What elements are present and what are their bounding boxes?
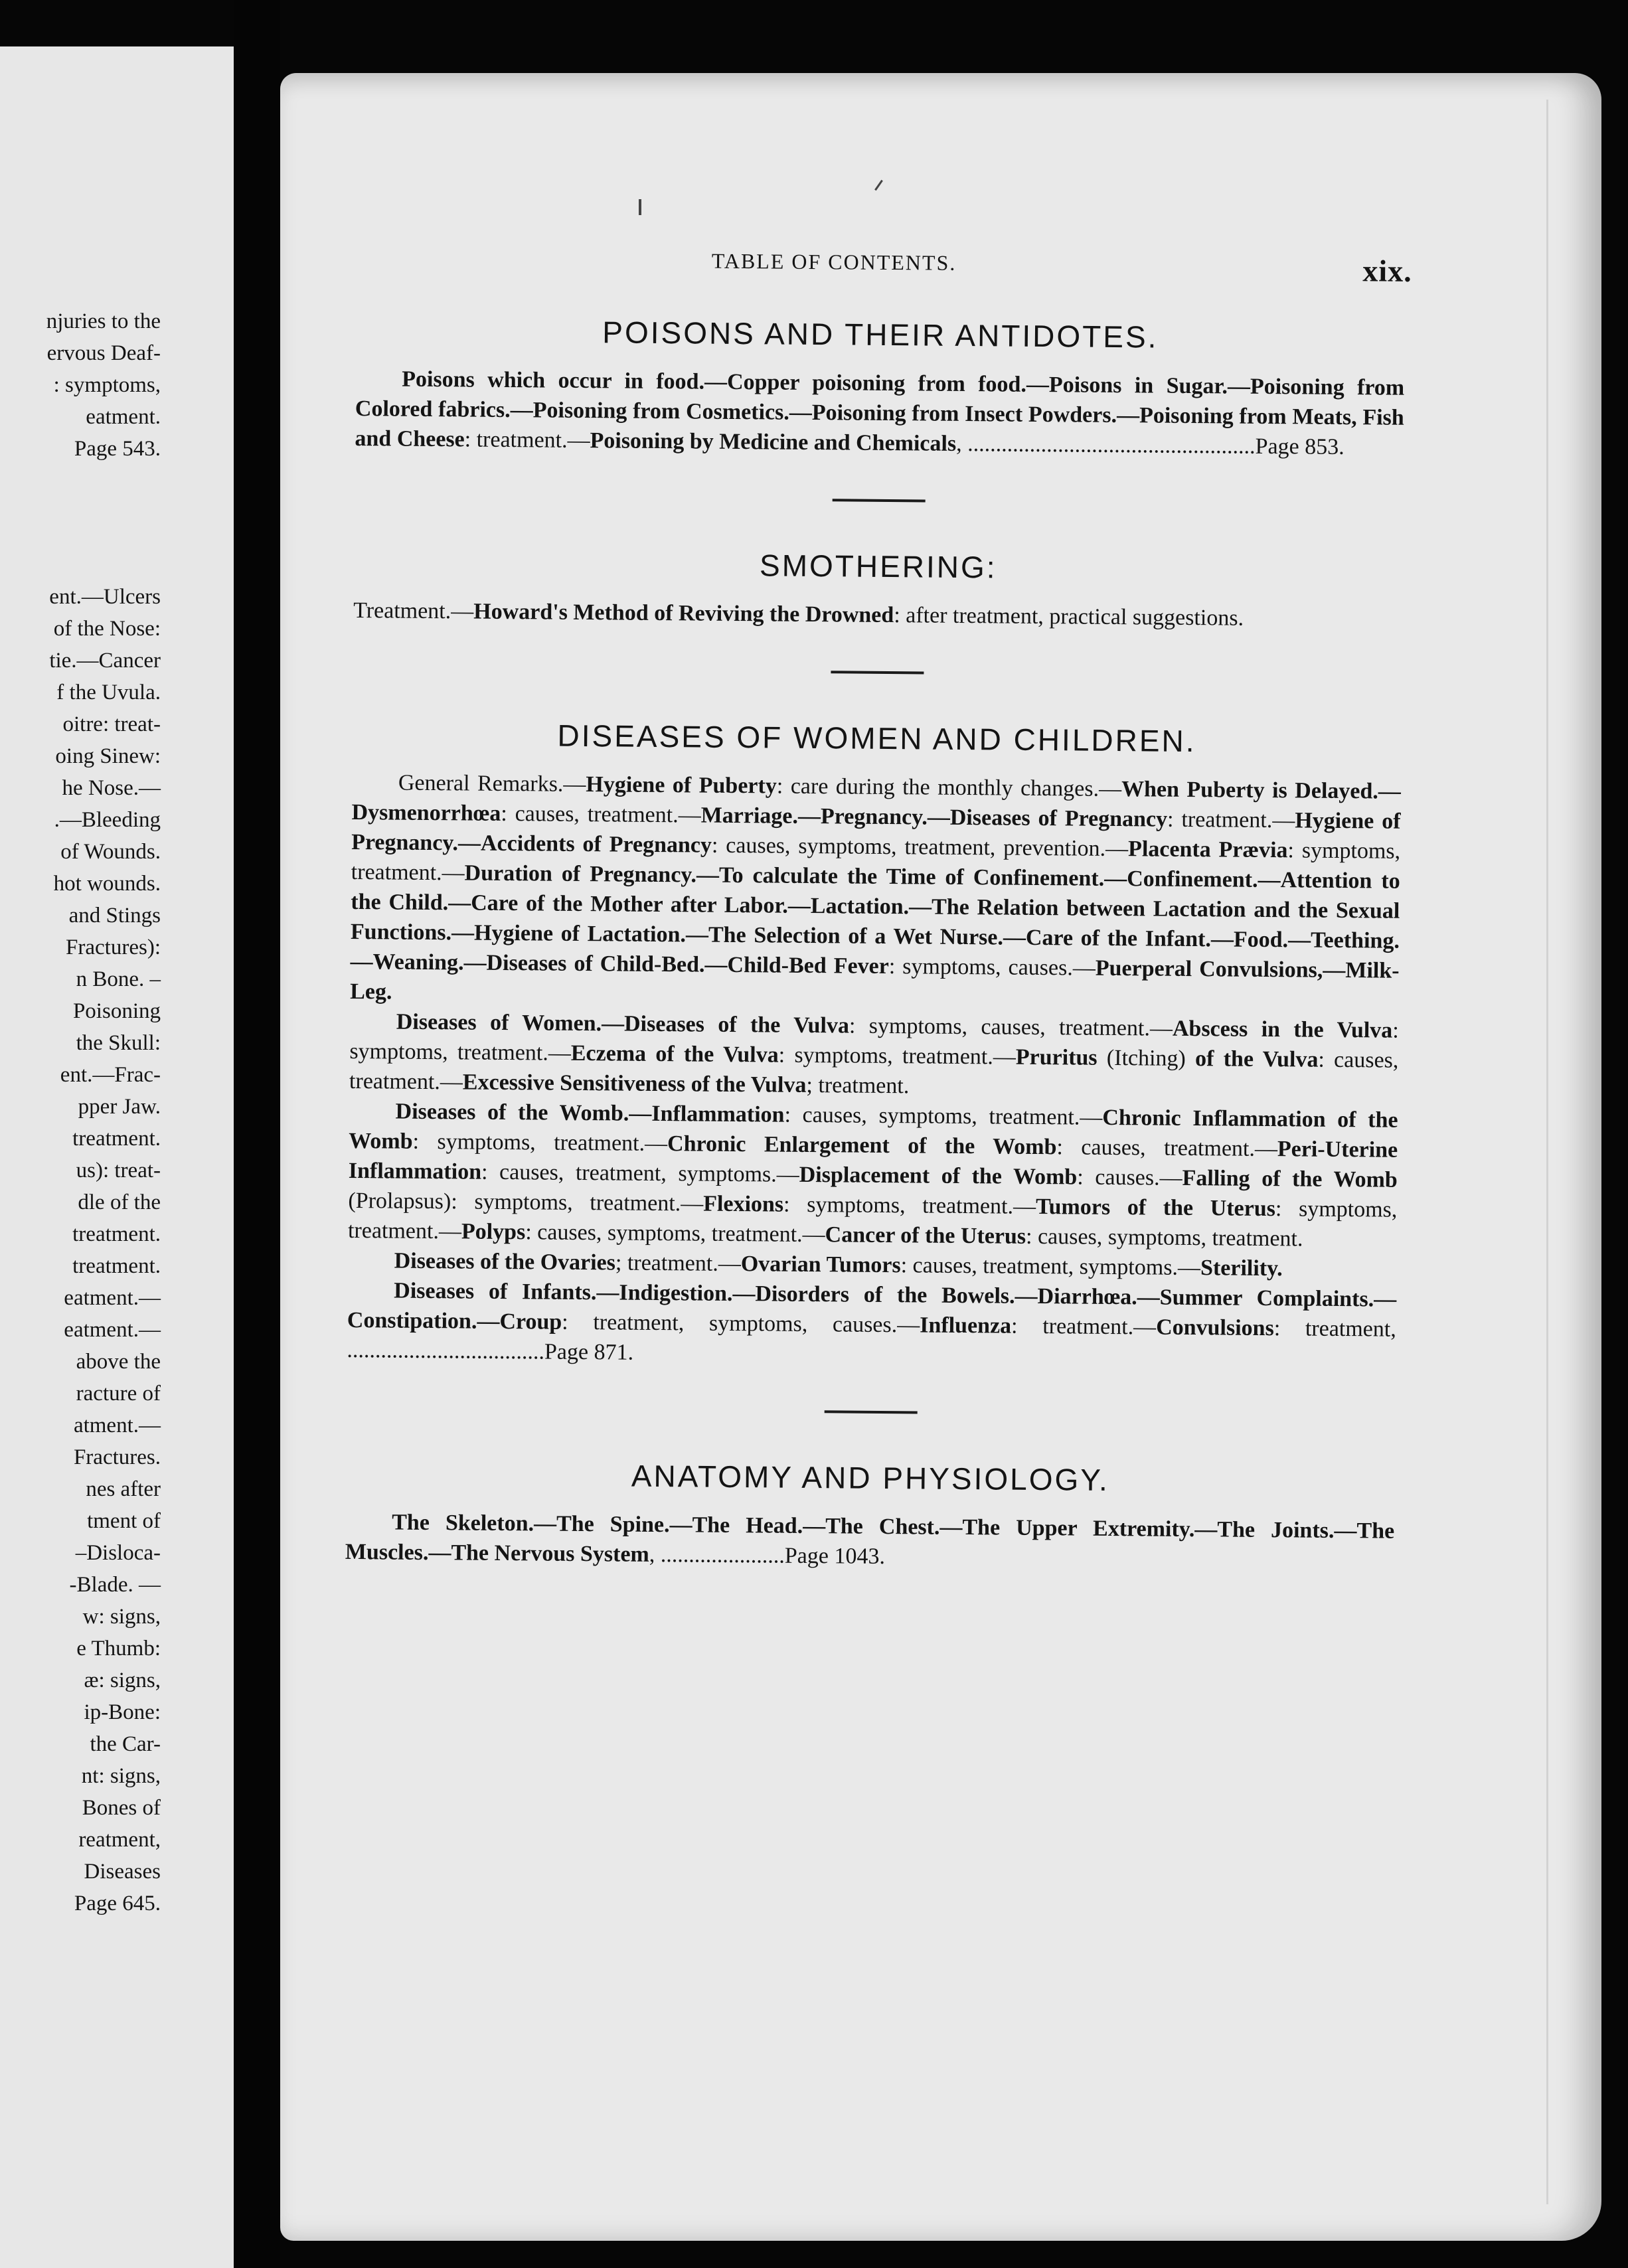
- facing-page-line: dle of the: [78, 1190, 161, 1214]
- facing-page-line: and Stings: [68, 904, 161, 928]
- section-title: DISEASES OF WOMEN AND CHILDREN.: [557, 718, 1196, 759]
- section-entry: Diseases of the Ovaries; treatment.—Ovarian Tumors: causes, treatment, symptoms.—Sterility.: [394, 1248, 1283, 1281]
- facing-page-line: –Disloca-: [75, 1541, 161, 1565]
- running-title: TABLE OF CONTENTS.: [711, 248, 957, 275]
- facing-page-line: Poisoning: [72, 999, 161, 1023]
- facing-page-line: .—Bleeding: [54, 808, 161, 832]
- section-smothering: [353, 544, 1403, 635]
- section-entry: Diseases of Women.—Diseases of the Vulva: symptoms, causes, treatment.—Abscess in the Vulva: symptoms, treatment.—Eczema of the Vulva: symptoms, treatment.—Pruritus (Itching) of the Vulva: causes, treatment.—Excessive Sensitiveness of the Vulva; treatment.: [349, 1009, 1399, 1099]
- section-women-children: [347, 716, 1401, 1374]
- facing-page-line: f the Uvula.: [56, 681, 161, 704]
- facing-page-line: ip-Bone:: [84, 1700, 161, 1724]
- facing-page-line: : symptoms,: [53, 373, 161, 397]
- entry-text: Poisons which occur in food.—Copper poisoning from food.—Poisons in Sugar.—Poisoning from Colored fabrics.—Poisoning from Cosmetics.—Poisoning from Insect Powders.—Poisoning from Meats, Fish and Cheese: treatment.—Poisoning by Medicine and Chemicals,: [355, 366, 1405, 456]
- facing-page-line: treatment.: [72, 1254, 161, 1278]
- facing-page-line: Bones of: [82, 1796, 161, 1820]
- facing-page-line: us): treat-: [76, 1159, 161, 1182]
- facing-page-line: pper Jaw.: [78, 1095, 161, 1119]
- facing-page-line: nt: signs,: [81, 1764, 161, 1788]
- facing-page-line: the Car-: [90, 1732, 161, 1756]
- facing-page-line: Page 645.: [74, 1892, 161, 1915]
- facing-page-line: n Bone. –: [76, 967, 161, 991]
- facing-page-line: -Blade. —: [69, 1573, 161, 1597]
- facing-page-line: nes after: [86, 1477, 161, 1501]
- facing-page-line: tie.—Cancer: [49, 649, 161, 673]
- section-entry: General Remarks.—Hygiene of Puberty: care during the monthly changes.—When Puberty is Delayed.—Dysmenorrhœa: causes, treatment.—Marriage.—Pregnancy.—Diseases of Pregnancy: treatment.—Hygiene of Pregnancy.—Accidents of Pregnancy: causes, symptoms, treatment, prevention.—Placenta Prævia: symptoms, treatment.—Duration of Pregnancy.—To calculate the Time of Confinement.—Confinement.—Attention to the Child.—Care of the Mother after Labor.—Lactation.—The Relation between Lactation and the Sexual Functions.—Hygiene of Lactation.—The Selection of a Wet Nurse.—Care of the Infant.—Food.—Teething.—Weaning.—Diseases of Child-Bed.—Child-Bed Fever: symptoms, causes.—Puerperal Convulsions,—Milk-Leg.: [350, 770, 1402, 1005]
- facing-page-line: Diseases: [84, 1860, 161, 1884]
- page-speck: [874, 180, 883, 191]
- section-entry: Diseases of the Womb.—Inflammation: causes, symptoms, treatment.—Chronic Inflammation of the Womb: symptoms, treatment.—Chronic Enlargement of the Womb: causes, treatment.—Peri-Uterine Inflammation: causes, treatment, symptoms.—Displacement of the Womb: causes.—Falling of the Womb (Prolapsus): symptoms, treatment.—Flexions: symptoms, treatment.—Tumors of the Uterus: symptoms, treatment.—Polyps: causes, symptoms, treatment.—Cancer of the Uterus: causes, symptoms, treatment.: [347, 1099, 1398, 1252]
- facing-page-line: w: signs,: [82, 1605, 161, 1629]
- facing-page-line: the Skull:: [76, 1031, 161, 1055]
- facing-page-line: njuries to the: [46, 309, 161, 333]
- section-anatomy: [345, 1455, 1395, 1576]
- section-divider: [833, 499, 926, 502]
- facing-page-line: ervous Deaf-: [46, 341, 161, 365]
- section-entry: [355, 364, 1404, 463]
- section-title: ANATOMY AND PHYSIOLOGY.: [631, 1458, 1110, 1497]
- facing-page-line: tment of: [87, 1509, 161, 1533]
- book-page: [280, 73, 1601, 2241]
- facing-page-line: ent.—Frac-: [60, 1063, 161, 1087]
- section-divider: [831, 671, 924, 674]
- facing-page-line: ent.—Ulcers: [49, 585, 161, 609]
- section-title: SMOTHERING:: [759, 548, 997, 585]
- entry-text: The Skeleton.—The Spine.—The Head.—The Chest.—The Upper Extremity.—The Joints.—The Muscles.—The Nervous System,: [345, 1510, 1395, 1567]
- facing-page-line: eatment.—: [64, 1286, 161, 1310]
- facing-page-line: Page 543.: [74, 437, 161, 461]
- section-poisons: [355, 312, 1405, 463]
- facing-page-gap: [0, 465, 161, 581]
- book-gutter: [234, 0, 280, 2268]
- section-entry: [347, 1275, 1396, 1374]
- facing-page-line: atment.—: [73, 1414, 161, 1437]
- facing-page-line: eatment.: [86, 405, 161, 429]
- facing-page-line: e Thumb:: [76, 1637, 161, 1660]
- entry-text: Diseases of Infants.—Indigestion.—Disorders of the Bowels.—Diarrhœa.—Summer Complaints.—Constipation.—Croup: treatment, symptoms, causes.—Influenza: treatment.—Convulsions: treatment,: [347, 1278, 1397, 1342]
- section-entry: [345, 1507, 1395, 1576]
- facing-page-line: reatment,: [78, 1828, 161, 1852]
- running-header: [356, 246, 1412, 321]
- facing-page-line: racture of: [76, 1382, 161, 1406]
- page-speck: [639, 199, 641, 215]
- section-entry: Treatment.—Howard's Method of Reviving the Drowned: after treatment, practical suggestions.: [353, 598, 1244, 631]
- page-reference: ...................................................Page 853.: [967, 432, 1344, 459]
- facing-page-line: eatment.—: [64, 1318, 161, 1342]
- facing-page-line: oitre: treat-: [62, 712, 161, 736]
- table-of-contents: [345, 246, 1412, 1576]
- section-divider: [825, 1410, 918, 1414]
- facing-page-line: æ: signs,: [84, 1668, 161, 1692]
- facing-page-line: Fractures.: [73, 1445, 161, 1469]
- facing-page-line: he Nose.—: [62, 776, 161, 800]
- page-reference: ...................................Page 871.: [347, 1337, 634, 1365]
- facing-page-line: hot wounds.: [53, 872, 161, 896]
- facing-page-line: of the Nose:: [53, 617, 161, 641]
- facing-page-line: oing Sinew:: [55, 744, 161, 768]
- page-number: xix.: [1362, 254, 1412, 288]
- facing-page-line: above the: [76, 1350, 161, 1374]
- facing-page: [0, 46, 234, 2268]
- facing-page-line: of Wounds.: [60, 840, 161, 864]
- facing-page-text: [0, 305, 161, 1919]
- facing-page-line: Fractures):: [66, 935, 161, 959]
- facing-page-line: treatment.: [72, 1222, 161, 1246]
- page-reference: ......................Page 1043.: [660, 1542, 886, 1570]
- section-title: POISONS AND THEIR ANTIDOTES.: [602, 315, 1159, 355]
- facing-page-line: treatment.: [72, 1127, 161, 1151]
